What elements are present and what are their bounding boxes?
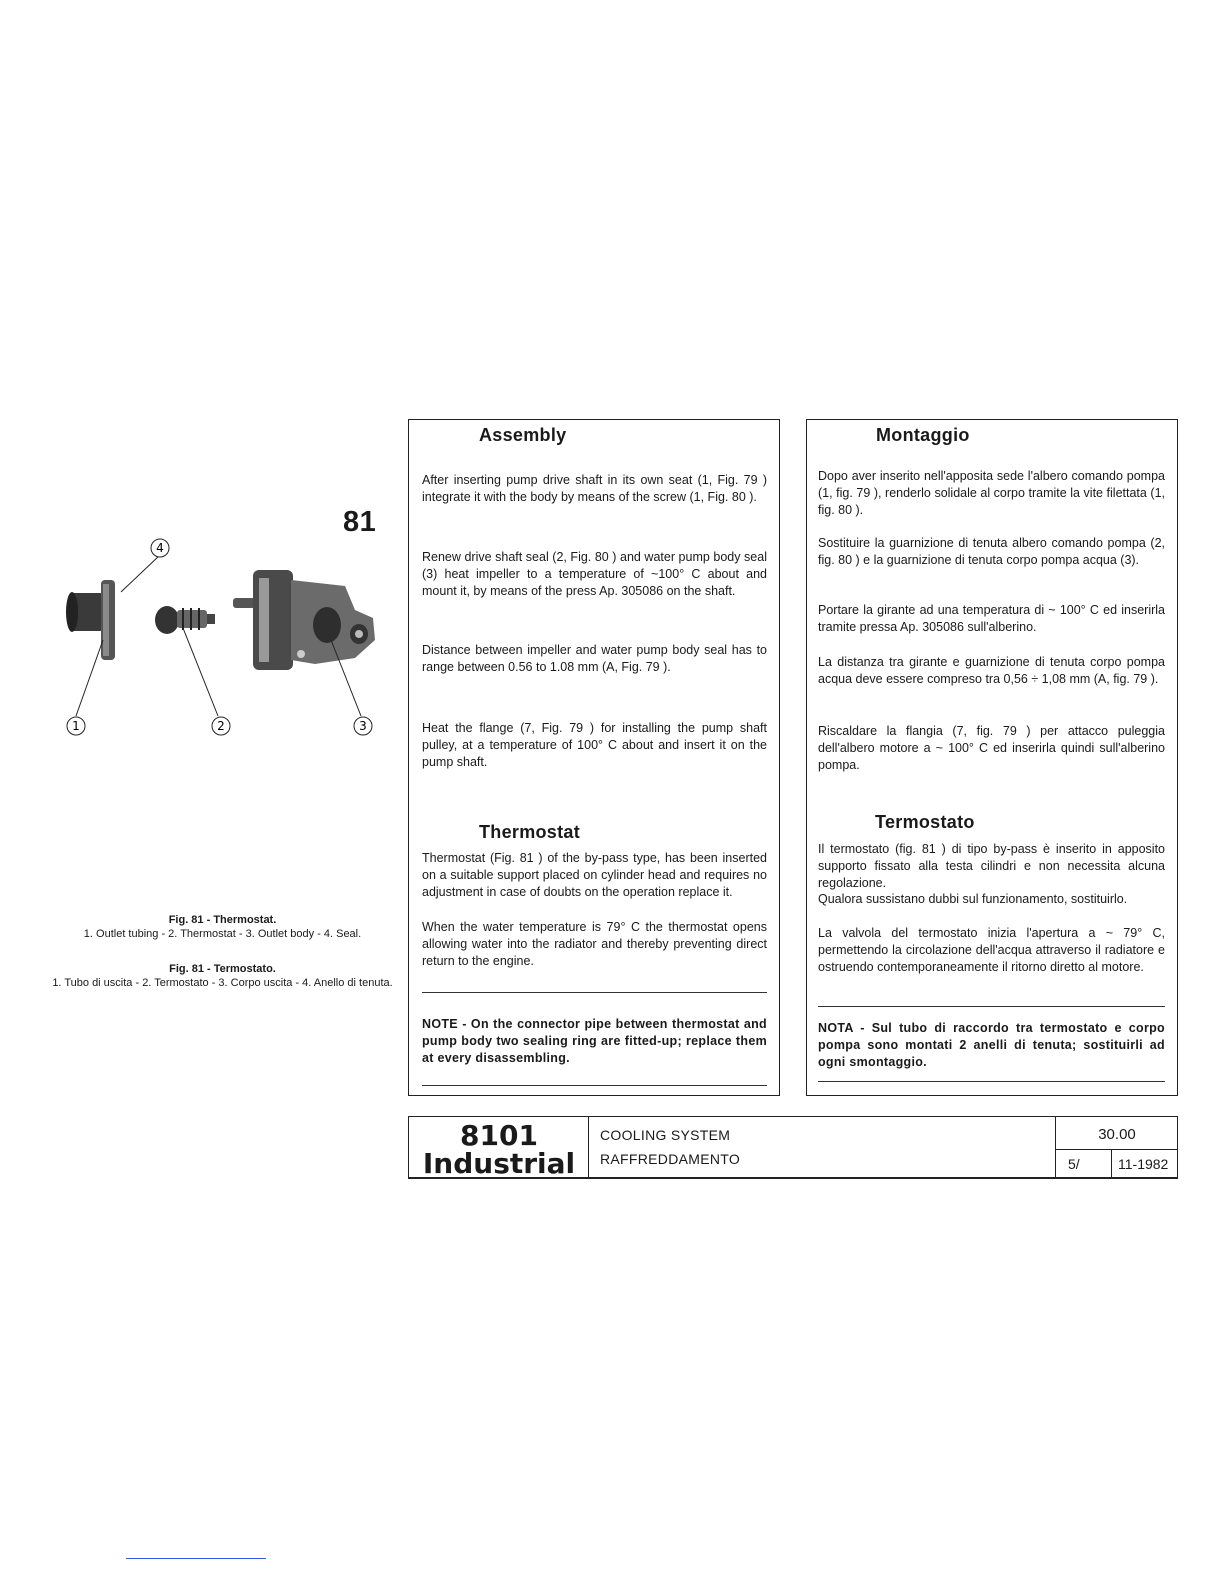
caption-italian-title: Fig. 81 - Termostato. xyxy=(169,963,276,975)
english-text-box xyxy=(408,419,780,1096)
thermostat-exploded-illustration xyxy=(55,530,385,740)
svg-text:1: 1 xyxy=(72,719,80,733)
termostato-paragraph-1: Il termostato (fig. 81 ) di tipo by-pass è inserito in apposito supporto fissato alla testa cilindri e non necessita alcuna regolazione. xyxy=(818,842,1165,890)
model-number: 8101 xyxy=(460,1119,538,1152)
caption-english-text: 1. Outlet tubing - 2. Thermostat - 3. Outlet body - 4. Seal. xyxy=(83,928,362,940)
divider xyxy=(818,1081,1165,1082)
montaggio-paragraph-4: La distanza tra girante e guarnizione di tenuta corpo pompa acqua deve essere compreso tra 0,56 ÷ 1,08 mm (A, fig. 79 ). xyxy=(818,655,1165,686)
outlet-tubing-part xyxy=(66,580,115,660)
svg-text:2: 2 xyxy=(217,719,225,733)
assembly-paragraph-1: After inserting pump drive shaft in its own seat (1, Fig. 79 ) integrate it with the body by means of the screw (1, Fig. 80 ). xyxy=(422,473,767,504)
footer-title-block xyxy=(408,1116,1178,1179)
divider xyxy=(126,1558,266,1559)
divider xyxy=(422,1085,767,1086)
caption-english-title: Fig. 81 - Thermostat. xyxy=(168,914,277,926)
section-cell xyxy=(1055,1117,1177,1178)
caption-english xyxy=(45,913,400,941)
svg-text:4: 4 xyxy=(156,541,164,555)
system-name-italian: RAFFREDDAMENTO xyxy=(600,1151,741,1167)
note-text: NOTE - On the connector pipe between thermostat and pump body two sealing ring are fitted-up; replace them at every disassembling. xyxy=(422,1017,767,1065)
termostato-heading: Termostato xyxy=(875,812,975,832)
assembly-paragraph-2: Renew drive shaft seal (2, Fig. 80 ) and water pump body seal (3) heat impeller to a temperature of ~100° C about and mount it, by means of the press Ap. 305086 on the shaft. xyxy=(422,550,767,598)
assembly-paragraph-3: Distance between impeller and water pump body seal has to range between 0.56 to 1.08 mm (A, Fig. 79 ). xyxy=(422,643,767,674)
caption-italian-text: 1. Tubo di uscita - 2. Termostato - 3. Corpo uscita - 4. Anello di tenuta. xyxy=(52,977,393,989)
figure-number: 81 xyxy=(343,506,377,538)
montaggio-paragraph-1: Dopo aver inserito nell'apposita sede l'albero comando pompa (1, fig. 79 ), renderlo solidale al corpo tramite la vite filettata (1, fig. 80 ). xyxy=(818,469,1165,517)
outlet-body-part xyxy=(233,570,375,670)
thermostat-paragraph-1: Thermostat (Fig. 81 ) of the by-pass type, has been inserted on a suitable support placed on cylinder head and requires no adjustment in case of doubts on the operation replace it. xyxy=(422,851,767,899)
thermostat-part xyxy=(155,606,215,634)
divider xyxy=(818,1006,1165,1007)
italian-text-box xyxy=(806,419,1178,1096)
termostato-paragraph-3: La valvola del termostato inizia l'apertura a ~ 79° C, permettendo la circolazione dell'acqua attraverso il radiatore e ostruendo contemporaneamente il ritorno diretto al motore. xyxy=(818,926,1165,974)
page-number: 5/ xyxy=(1068,1156,1080,1172)
model-line2: Industrial xyxy=(422,1147,576,1180)
issue-date: 11-1982 xyxy=(1118,1156,1169,1172)
thermostat-heading: Thermostat xyxy=(479,822,581,842)
section-number: 30.00 xyxy=(1056,1117,1178,1150)
montaggio-heading: Montaggio xyxy=(876,425,970,445)
callout-1 xyxy=(67,717,85,735)
montaggio-paragraph-2: Sostituire la guarnizione di tenuta albero comando pompa (2, fig. 80 ) e la guarnizione di tenuta corpo pompa acqua (3). xyxy=(818,536,1165,567)
nota-text: NOTA - Sul tubo di raccordo tra termostato e corpo pompa sono montati 2 anelli di tenuta; sostituirli ad ogni smontaggio. xyxy=(818,1021,1165,1069)
montaggio-paragraph-3: Portare la girante ad una temperatura di ~ 100° C ed inserirla tramite pressa Ap. 305086 sull'alberino. xyxy=(818,603,1165,634)
model-cell xyxy=(409,1117,589,1178)
callout-2 xyxy=(212,717,230,735)
callout-3 xyxy=(354,717,372,735)
assembly-heading: Assembly xyxy=(479,425,567,445)
termostato-paragraph-2: Qualora sussistano dubbi sul funzionamento, sostituirlo. xyxy=(818,892,1128,906)
system-name-english: COOLING SYSTEM xyxy=(600,1127,731,1143)
assembly-paragraph-4: Heat the flange (7, Fig. 79 ) for installing the pump shaft pulley, at a temperature of 100° C about and insert it on the pump shaft. xyxy=(422,721,767,769)
divider xyxy=(422,992,767,993)
divider xyxy=(1111,1150,1112,1178)
montaggio-paragraph-5: Riscaldare la flangia (7, fig. 79 ) per attacco puleggia dell'albero motore a ~ 100° C ed inserirla quindi sull'alberino pompa. xyxy=(818,724,1165,772)
caption-italian xyxy=(45,962,400,990)
callout-4 xyxy=(151,539,169,557)
thermostat-paragraph-2: When the water temperature is 79° C the thermostat opens allowing water into the radiator and thereby preventing direct return to the engine. xyxy=(422,920,767,968)
svg-text:3: 3 xyxy=(359,719,367,733)
